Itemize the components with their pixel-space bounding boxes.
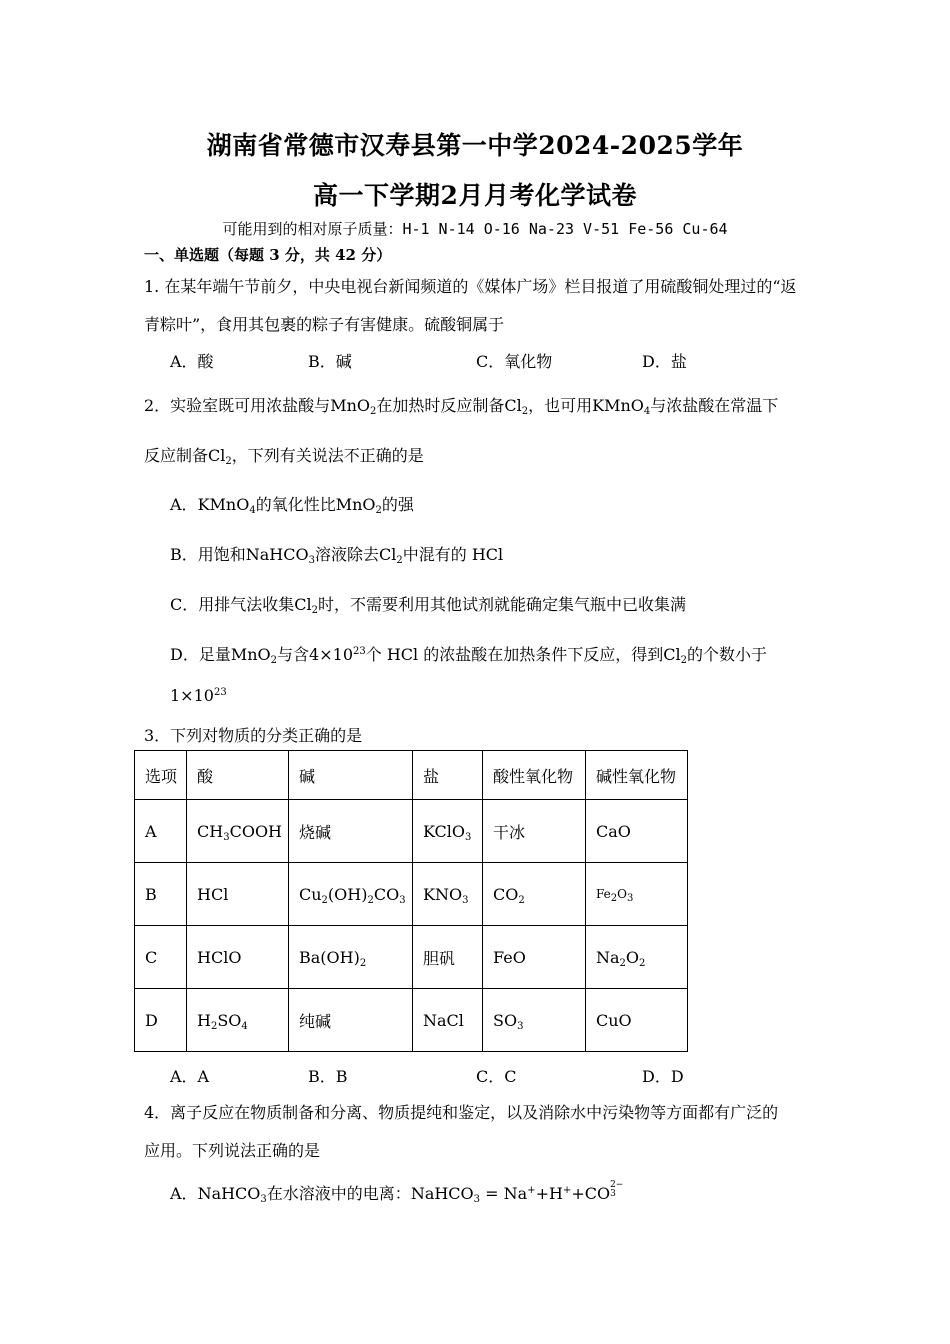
row-label: C	[135, 926, 187, 989]
formula-kmno4: KMnO$_4$	[592, 396, 651, 417]
q1-line1: 1. 在某年端午节前夕，中央电视台新闻频道的《媒体广场》栏目报道了用硫酸铜处理过的“返	[144, 277, 797, 296]
q4-line1: 4．离子反应在物质制备和分离、物质提纯和鉴定，以及消除水中污染物等方面都有广泛的	[144, 1103, 779, 1122]
header-cell: 盐	[413, 751, 483, 800]
cell-acid: HCl	[187, 863, 289, 926]
cell-acid-oxide: FeO	[483, 926, 586, 989]
charge-sub: 2− 3	[610, 1180, 624, 1199]
row-label: A	[135, 800, 187, 863]
cell-salt: 胆矾	[413, 926, 483, 989]
q2-option-c[interactable]: C．用排气法收集$Cl_2$时，不需要利用其他试剂就能确定集气瓶中已收集满	[170, 595, 686, 616]
q1-line2: 青粽叶”，食用其包裹的粽子有害健康。硫酸铜属于	[144, 315, 505, 334]
q2-option-b[interactable]: B．用饱和NaHCO$_3$溶液除去$Cl_2$中混有的 HCl	[170, 545, 504, 566]
cell-acid-oxide: $SO_3$	[483, 989, 586, 1052]
table-row	[135, 926, 688, 989]
row-label: D	[135, 989, 187, 1052]
cell-base: 纯碱	[289, 989, 413, 1052]
q1-option-d[interactable]: D．盐	[642, 352, 687, 371]
cell-salt: $KNO_3$	[413, 863, 483, 926]
atomic-masses: 可能用到的相对原子质量：H-1 N-14 O-16 Na-23 V-51 Fe-56 Cu-64	[222, 220, 728, 238]
q3-option-d[interactable]: D．D	[642, 1067, 684, 1086]
cell-basic-oxide: $Fe_2O_3$	[586, 863, 688, 926]
row-label: B	[135, 863, 187, 926]
q3-stem: 3．下列对物质的分类正确的是	[144, 726, 363, 745]
q2-option-d-cont: $1\times 10^{23}$	[170, 686, 227, 705]
cell-basic-oxide: CaO	[586, 800, 688, 863]
q3-option-c[interactable]: C．C	[476, 1067, 517, 1086]
cell-base: $Cu_2(OH)_2CO_3$	[289, 863, 413, 926]
q1-option-b[interactable]: B．碱	[308, 352, 352, 371]
cell-acid: HClO	[187, 926, 289, 989]
q4-option-a[interactable]: A．NaHCO$_3$在水溶液中的电离：NaHCO$_3$ = Na++H++CO 2− 3	[170, 1180, 624, 1205]
cell-base: $Ba(OH)_2$	[289, 926, 413, 989]
header-cell: 碱	[289, 751, 413, 800]
formula-cl2: $Cl_2$	[208, 446, 232, 467]
cell-basic-oxide: CuO	[586, 989, 688, 1052]
header-cell: 碱性氧化物	[586, 751, 688, 800]
formula-mno2: MnO$_2$	[330, 396, 377, 417]
q4-line2: 应用。下列说法正确的是	[144, 1141, 321, 1160]
cell-acid-oxide: $CO_2$	[483, 863, 586, 926]
table-row	[135, 989, 688, 1052]
formula-cl2: $Cl_2$	[504, 396, 529, 417]
cell-acid: $CH_3COOH$	[187, 800, 289, 863]
cell-acid: $H_2SO_4$	[187, 989, 289, 1052]
cell-salt: KClO$_3$	[413, 800, 483, 863]
q1-option-c[interactable]: C．氧化物	[476, 352, 553, 371]
cell-basic-oxide: $Na_2O_2$	[586, 926, 688, 989]
q2-option-d[interactable]: D．足量MnO$_2$与含$4\times 10^{23}$个 HCl 的浓盐酸在加热条件下反应，得到$Cl_2$的个数小于	[170, 645, 767, 666]
title-line1: 湖南省常德市汉寿县第一中学2024-2025学年	[206, 131, 744, 160]
header-cell: 选项	[135, 751, 187, 800]
q2-line2: 反应制备$Cl_2$，下列有关说法不正确的是	[144, 446, 424, 467]
header-cell: 酸性氧化物	[483, 751, 586, 800]
q3-option-a[interactable]: A．A	[170, 1067, 210, 1086]
cell-base: 烧碱	[289, 800, 413, 863]
q2-option-a[interactable]: A．KMnO$_4$的氧化性比MnO$_2$的强	[170, 495, 414, 516]
cell-acid-oxide: 干冰	[483, 800, 586, 863]
cell-salt: NaCl	[413, 989, 483, 1052]
header-cell: 酸	[187, 751, 289, 800]
table-row	[135, 863, 688, 926]
classification-table	[134, 750, 688, 1052]
table-row	[135, 800, 688, 863]
q2-line1: 2．实验室既可用浓盐酸与MnO$_2$在加热时反应制备$Cl_2$，也可用KMnO$_4$与浓盐酸在常温下	[144, 396, 779, 417]
title-line2: 高一下学期2月月考化学试卷	[313, 181, 637, 210]
table-header-row	[135, 751, 688, 800]
q3-option-b[interactable]: B．B	[308, 1067, 348, 1086]
q1-option-a[interactable]: A．酸	[170, 352, 214, 371]
section-title: 一、单选题（每题 3 分，共 42 分）	[144, 246, 392, 264]
